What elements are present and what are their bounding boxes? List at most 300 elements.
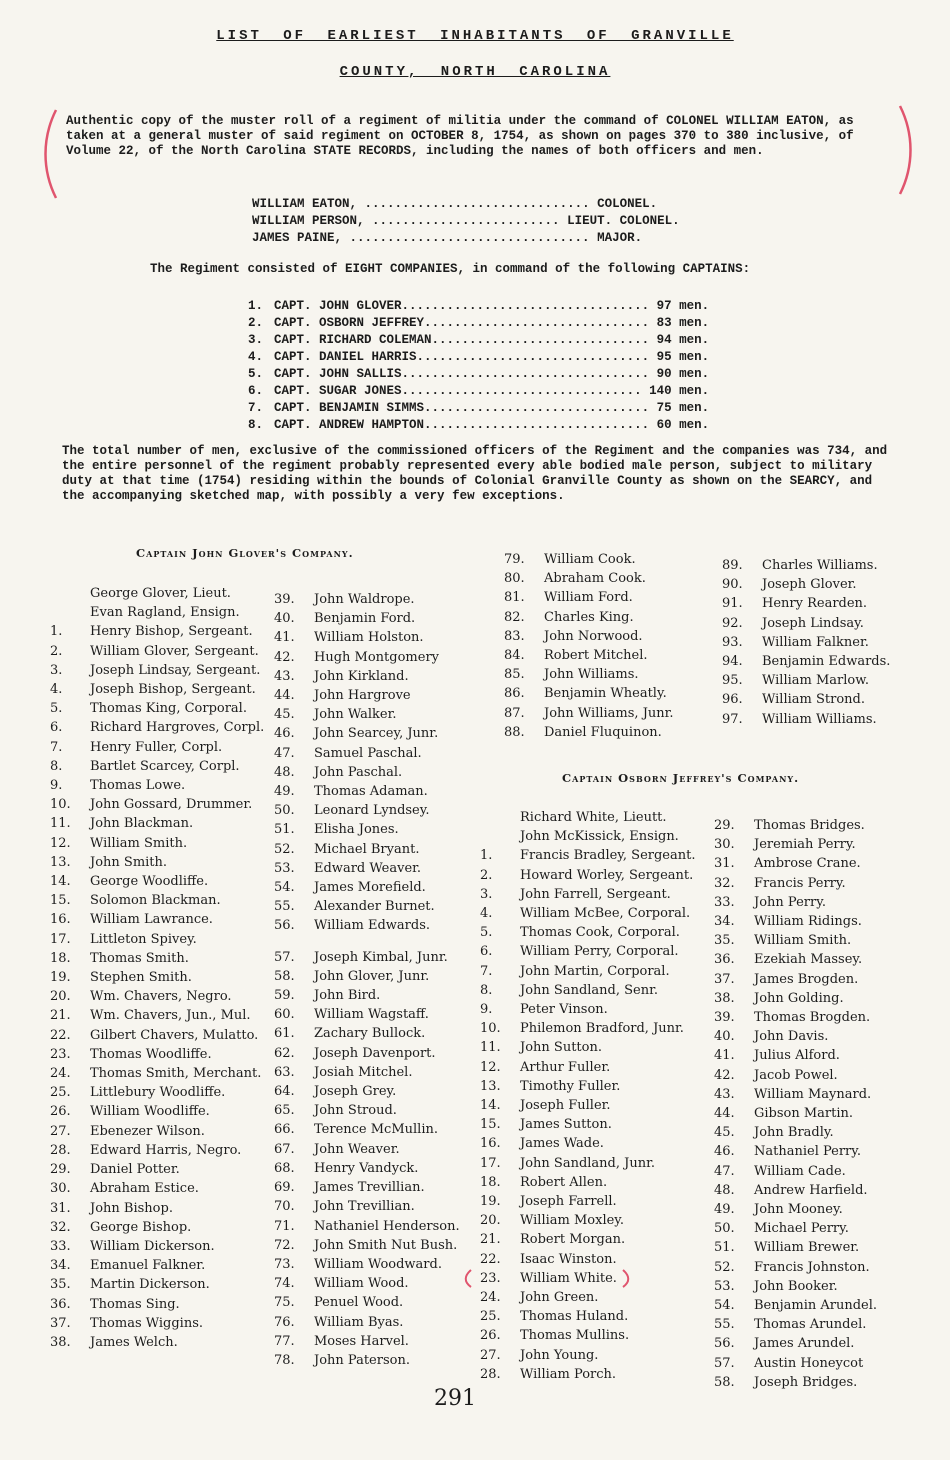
entry-number: 55. — [714, 1317, 735, 1333]
intro-paragraph: Authentic copy of the muster roll of a regiment of militia under the command of COLONEL WILLIAM EATON, as taken at a general muster of said regiment on OCTOBER 8, 1754, as shown on pages 370 to 380 inclusive, of Volume 22, of the North Carolina STATE RECORDS, including the names of both officers and men. — [66, 114, 854, 158]
roster-entry — [274, 986, 460, 1005]
entry-number: 74. — [274, 1276, 295, 1292]
roster-entry — [274, 967, 460, 986]
roster-entry — [714, 1142, 877, 1161]
roster-entry — [274, 1351, 460, 1370]
entry-number: 53. — [274, 860, 295, 876]
roster-entry — [274, 1024, 460, 1043]
entry-name: John Stroud. — [314, 1103, 397, 1119]
roster-entry — [504, 684, 674, 703]
entry-name: Benjamin Ford. — [314, 611, 416, 627]
company-officer: Richard White, Lieutt. — [520, 810, 667, 825]
entry-name: Julius Alford. — [754, 1048, 840, 1064]
roster-entry — [50, 1179, 264, 1198]
entry-number: 27. — [480, 1347, 501, 1363]
entry-number: 29. — [50, 1162, 71, 1178]
entry-name: John Mooney. — [754, 1202, 843, 1218]
roster-entry — [50, 699, 264, 718]
entry-name: Wm. Chavers, Jun., Mul. — [90, 1008, 251, 1024]
roster-entry — [480, 923, 695, 942]
entry-number: 55. — [274, 899, 295, 915]
entry-name: Zachary Bullock. — [314, 1026, 426, 1042]
roster-entry — [274, 590, 460, 609]
entry-name: Joseph Farrell. — [520, 1194, 617, 1210]
entry-number: 58. — [714, 1374, 735, 1390]
entry-number: 13. — [480, 1078, 501, 1094]
entry-number: 17. — [50, 931, 71, 947]
entry-number: 47. — [714, 1163, 735, 1179]
entry-number: 35. — [50, 1277, 71, 1293]
entry-name: William Marlow. — [762, 673, 869, 689]
entry-name: Ebenezer Wilson. — [90, 1123, 205, 1139]
roster-entry — [722, 594, 890, 613]
entry-number: 23. — [480, 1270, 501, 1286]
captain-men: 94 men. — [656, 333, 710, 347]
entry-number: 88. — [504, 724, 525, 740]
roster-entry — [50, 1237, 264, 1256]
entry-name: William Falkner. — [762, 634, 869, 650]
entry-number: 1. — [480, 848, 493, 864]
entry-name: Littlebury Woodliffe. — [90, 1085, 226, 1101]
entry-name: Philemon Bradford, Junr. — [520, 1021, 684, 1037]
roster-entry — [480, 1058, 695, 1077]
entry-number: 47. — [274, 745, 295, 761]
entry-number: 37. — [714, 971, 735, 987]
entry-name: Benjamin Wheatly. — [544, 686, 667, 702]
entry-number: 33. — [50, 1238, 71, 1254]
entry-name: Joseph Davenport. — [314, 1045, 436, 1061]
entry-number: 29. — [714, 818, 735, 833]
entry-number: 16. — [50, 912, 71, 928]
entry-number: 31. — [714, 856, 735, 872]
entry-name: Jeremiah Perry. — [754, 837, 856, 853]
entry-number: 21. — [50, 1008, 71, 1024]
entry-name: William Brewer. — [754, 1240, 860, 1256]
roster-entry — [274, 948, 460, 967]
glover-company-heading: Captain John Glover's Company. — [136, 546, 354, 560]
roster-entry — [480, 942, 695, 961]
entry-number: 40. — [714, 1029, 735, 1045]
entry-number: 17. — [480, 1155, 501, 1171]
entry-name: Gilbert Chavers, Mulatto. — [90, 1027, 259, 1043]
roster-entry — [480, 1288, 695, 1307]
entry-number: 28. — [480, 1366, 501, 1382]
entry-name: William Strond. — [762, 692, 865, 708]
roster-entry — [504, 588, 674, 607]
roster-entry — [274, 609, 460, 628]
roster-entry — [480, 1346, 695, 1365]
entry-name: William Byas. — [314, 1314, 404, 1330]
entry-number: 21. — [480, 1232, 501, 1248]
roster-entry — [714, 1219, 877, 1238]
roster-entry — [50, 1064, 264, 1083]
entry-name: Stephen Smith. — [90, 970, 192, 986]
leader-dots: ............................. — [431, 333, 657, 347]
entry-number: 52. — [274, 841, 295, 857]
roster-entry — [480, 1307, 695, 1326]
entry-number: 43. — [274, 668, 295, 684]
roster-entry — [274, 744, 460, 763]
captain-name: CAPT. DANIEL HARRIS — [274, 350, 417, 364]
entry-number: 78. — [274, 1352, 295, 1368]
roster-entry — [714, 893, 877, 912]
roster-entry — [274, 1082, 460, 1101]
entry-number: 38. — [50, 1334, 71, 1350]
roster-entry — [274, 648, 460, 667]
roster-entry — [274, 859, 460, 878]
entry-number: 24. — [480, 1290, 501, 1306]
entry-name: William Ridings. — [754, 914, 862, 930]
entry-name: Joseph Bishop, Sergeant. — [90, 682, 256, 698]
entry-number: 8. — [480, 982, 493, 998]
leader-dots: ............................... — [416, 350, 657, 364]
entry-number: 62. — [274, 1045, 295, 1061]
roster-entry — [714, 1200, 877, 1219]
entry-number: 70. — [274, 1199, 295, 1215]
entry-name: John Farrell, Sergeant. — [520, 886, 671, 902]
captain-name: CAPT. OSBORN JEFFREY — [274, 316, 425, 330]
roster-entry — [714, 1354, 877, 1373]
entry-name: Benjamin Edwards. — [762, 654, 891, 670]
entry-name: Joseph Kimbal, Junr. — [314, 949, 448, 965]
leader-dots: ......................... — [364, 214, 568, 228]
roster-entry — [50, 1160, 264, 1179]
entry-name: Robert Allen. — [520, 1174, 608, 1190]
entry-number: 53. — [714, 1278, 735, 1294]
entry-number: 40. — [274, 611, 295, 627]
entry-name: John Green. — [520, 1290, 599, 1306]
roster-entry — [714, 1258, 877, 1277]
entry-name: Arthur Fuller. — [520, 1059, 611, 1075]
entry-number: 28. — [50, 1142, 71, 1158]
entry-number: 30. — [50, 1181, 71, 1197]
roster-entry — [480, 1192, 695, 1211]
entry-name: William Woodliffe. — [90, 1104, 210, 1120]
roster-entry — [50, 622, 264, 641]
entry-number: 41. — [714, 1048, 735, 1064]
entry-name: William Smith. — [754, 933, 852, 949]
roster-entry — [480, 1134, 695, 1153]
roster-entry — [50, 1141, 264, 1160]
entry-number: 44. — [714, 1106, 735, 1122]
entry-number: 10. — [50, 797, 71, 813]
entry-name: Thomas Wiggins. — [90, 1315, 204, 1331]
entry-name: Joseph Lindsay. — [762, 615, 864, 631]
roster-entry — [480, 1173, 695, 1192]
entry-number: 15. — [480, 1117, 501, 1133]
roster-entry — [504, 665, 674, 684]
roster-entry — [274, 878, 460, 897]
entry-number: 80. — [504, 571, 525, 587]
entry-name: Joseph Fuller. — [520, 1098, 611, 1114]
roster-entry — [714, 1046, 877, 1065]
entry-number: 51. — [714, 1240, 735, 1256]
roster-entry — [480, 1019, 695, 1038]
entry-number: 9. — [480, 1002, 493, 1018]
entry-number: 50. — [274, 803, 295, 819]
entry-name: William Glover, Sergeant. — [90, 643, 259, 659]
entry-number: 26. — [480, 1328, 501, 1344]
entry-name: Charles King. — [544, 609, 634, 625]
entry-name: Moses Harvel. — [314, 1333, 409, 1349]
roster-entry — [274, 1255, 460, 1274]
officer-rank: MAJOR. — [597, 231, 643, 245]
entry-number: 94. — [722, 654, 743, 670]
captain-name: CAPT. SUGAR JONES — [274, 384, 402, 398]
jeffrey-column-1 — [480, 808, 695, 1384]
entry-name: William Moxley. — [520, 1213, 625, 1229]
roster-entry — [714, 1008, 877, 1027]
roster-entry — [714, 989, 877, 1008]
captain-men: 97 men. — [656, 299, 710, 313]
entry-number: 26. — [50, 1104, 71, 1120]
roster-entry — [714, 1066, 877, 1085]
roster-entry — [50, 930, 264, 949]
officer-name: WILLIAM PERSON, — [252, 214, 365, 228]
entry-name: Daniel Potter. — [90, 1162, 180, 1178]
roster-entry — [50, 757, 264, 776]
entry-number: 10. — [480, 1021, 501, 1037]
roster-entry — [50, 891, 264, 910]
entry-name: John Williams. — [544, 667, 639, 683]
roster-entry — [274, 763, 460, 782]
entry-number: 54. — [714, 1298, 735, 1314]
leader-dots: ................................ — [342, 231, 598, 245]
entry-number: 27. — [50, 1123, 71, 1139]
entry-name: Francis Perry. — [754, 875, 846, 891]
entry-number: 37. — [50, 1315, 71, 1331]
entry-number: 92. — [722, 615, 743, 631]
roster-entry — [480, 1326, 695, 1345]
entry-name: Joseph Lindsay, Sergeant. — [90, 662, 261, 678]
entry-number: 56. — [714, 1336, 735, 1352]
entry-number: 35. — [714, 933, 735, 949]
entry-name: Thomas Lowe. — [90, 778, 186, 794]
officer-row — [252, 230, 680, 247]
roster-entry — [50, 814, 264, 833]
entry-name: Henry Bishop, Sergeant. — [90, 624, 253, 640]
entry-number: 24. — [50, 1066, 71, 1082]
entry-name: Michael Perry. — [754, 1221, 849, 1237]
entry-number: 2. — [480, 867, 493, 883]
entry-number: 33. — [714, 894, 735, 910]
entry-number: 3. — [480, 886, 493, 902]
entry-name: Elisha Jones. — [314, 822, 399, 838]
roster-entry — [714, 1104, 877, 1123]
entry-name: John Perry. — [754, 894, 826, 910]
entry-name: Thomas Smith. — [90, 950, 189, 966]
roster-entry — [480, 1211, 695, 1230]
entry-name: Henry Fuller, Corpl. — [90, 739, 223, 755]
roster-entry — [50, 795, 264, 814]
entry-number: 14. — [50, 874, 71, 890]
entry-number: 45. — [274, 707, 295, 723]
entry-number: 41. — [274, 630, 295, 646]
leader-dots: .............................. — [357, 197, 598, 211]
entry-name: John Bird. — [314, 988, 381, 1004]
entry-number: 89. — [722, 558, 743, 573]
entry-number: 57. — [274, 949, 295, 965]
entry-number: 58. — [274, 968, 295, 984]
entry-name: John Davis. — [754, 1029, 829, 1045]
roster-entry — [274, 1178, 460, 1197]
roster-entry — [480, 846, 695, 865]
roster-entry — [274, 1197, 460, 1216]
entry-number: 56. — [274, 918, 295, 934]
captain-row — [248, 366, 709, 383]
entry-name: William Cook. — [544, 552, 636, 567]
entry-name: Francis Bradley, Sergeant. — [520, 848, 696, 864]
officer-rank: LIEUT. COLONEL. — [567, 214, 680, 228]
entry-name: William McBee, Corporal. — [520, 906, 691, 922]
entry-name: Austin Honeycot — [754, 1355, 864, 1371]
entry-name: Timothy Fuller. — [520, 1078, 621, 1094]
entry-number: 6. — [480, 944, 493, 960]
entry-name: James Sutton. — [520, 1117, 612, 1133]
entry-name: Joseph Glover. — [762, 577, 857, 593]
page-number: 291 — [434, 1386, 476, 1411]
entry-name: William Maynard. — [754, 1086, 872, 1102]
entry-name: Alexander Burnet. — [314, 899, 435, 915]
roster-entry — [504, 550, 674, 569]
entry-number: 12. — [480, 1059, 501, 1075]
entry-name: Abraham Cook. — [544, 571, 646, 587]
entry-name: Thomas Mullins. — [520, 1328, 630, 1344]
entry-name: Henry Rearden. — [762, 596, 868, 612]
entry-name: Abraham Estice. — [90, 1181, 199, 1197]
entry-name: John Booker. — [754, 1278, 838, 1294]
entry-name: James Wade. — [520, 1136, 604, 1152]
roster-entry — [50, 1102, 264, 1121]
entry-name: Peter Vinson. — [520, 1002, 608, 1018]
roster-entry — [714, 1277, 877, 1296]
roster-entry — [50, 1256, 264, 1275]
roster-entry — [50, 968, 264, 987]
entry-name: John Walker. — [314, 707, 397, 723]
entry-name: Emanuel Falkner. — [90, 1258, 206, 1274]
entry-number: 45. — [714, 1125, 735, 1141]
entry-number: 81. — [504, 590, 525, 606]
captain-number: 6. — [248, 384, 264, 398]
captain-row — [248, 298, 709, 315]
entry-name: Thomas Woodliffe. — [90, 1046, 212, 1062]
entry-name: Terence McMullin. — [314, 1122, 438, 1138]
entry-number: 48. — [274, 764, 295, 780]
roster-entry — [714, 970, 877, 989]
roster-entry — [714, 1085, 877, 1104]
entry-name: John Waldrope. — [314, 592, 415, 607]
glover-column-3 — [504, 550, 674, 742]
roster-entry — [714, 835, 877, 854]
entry-number: 91. — [722, 596, 743, 612]
roster-entry — [50, 1295, 264, 1314]
entry-name: John Smith. — [90, 854, 168, 870]
glover-column-2 — [274, 590, 460, 1370]
entry-name: John Golding. — [754, 990, 844, 1006]
roster-entry — [274, 1217, 460, 1236]
captain-men: 90 men. — [656, 367, 710, 381]
entry-number: 5. — [480, 925, 493, 941]
entry-name: John Williams, Junr. — [544, 705, 674, 721]
entry-number: 54. — [274, 880, 295, 896]
roster-entry — [714, 1315, 877, 1334]
entry-number: 90. — [722, 577, 743, 593]
roster-entry — [50, 949, 264, 968]
entry-number: 19. — [480, 1194, 501, 1210]
entry-name: William Dickerson. — [90, 1238, 215, 1254]
entry-name: Thomas Sing. — [90, 1296, 180, 1312]
entry-name: Joseph Grey. — [314, 1084, 397, 1100]
entry-number: 7. — [50, 739, 63, 755]
entry-name: Samuel Paschal. — [314, 745, 422, 761]
roster-entry — [274, 1063, 460, 1082]
right-bracket-mark — [896, 104, 916, 196]
roster-entry — [50, 738, 264, 757]
entry-name: Leonard Lyndsey. — [314, 803, 430, 819]
entry-name: Thomas Smith, Merchant. — [90, 1066, 262, 1082]
company-officer: Evan Ragland, Ensign. — [90, 605, 240, 621]
roster-entry — [274, 1159, 460, 1178]
entry-name: John Glover, Junr. — [314, 968, 430, 984]
captain-number: 1. — [248, 299, 264, 313]
entry-number: 93. — [722, 634, 743, 650]
entry-number: 34. — [714, 914, 735, 930]
entry-number: 4. — [50, 682, 63, 698]
roster-entry — [274, 1140, 460, 1159]
entry-name: Martin Dickerson. — [90, 1277, 210, 1293]
captain-number: 2. — [248, 316, 264, 330]
entry-name: Thomas Brogden. — [754, 1010, 871, 1026]
roster-entry — [714, 950, 877, 969]
entry-name: William Woodward. — [314, 1256, 442, 1272]
glover-column-4 — [722, 556, 890, 729]
entry-number: 83. — [504, 628, 525, 644]
roster-entry — [50, 776, 264, 795]
entry-name: George Woodliffe. — [90, 874, 209, 890]
roster-entry — [714, 874, 877, 893]
entry-name: Benjamin Arundel. — [754, 1298, 878, 1314]
entry-number: 52. — [714, 1259, 735, 1275]
captain-number: 3. — [248, 333, 264, 347]
entry-number: 68. — [274, 1160, 295, 1176]
roster-entry — [504, 704, 674, 723]
roster-entry — [480, 1115, 695, 1134]
captain-men: 140 men. — [649, 384, 710, 398]
roster-entry — [50, 1314, 264, 1333]
leader-dots: ................................. — [401, 367, 657, 381]
roster-entry — [274, 628, 460, 647]
captain-row — [248, 417, 709, 434]
roster-entry — [714, 854, 877, 873]
entry-name: John Sandland, Junr. — [520, 1155, 656, 1171]
officer-row — [252, 196, 680, 213]
entry-name: John Trevillian. — [314, 1199, 415, 1215]
entry-name: William White. — [520, 1270, 617, 1286]
roster-entry — [50, 1122, 264, 1141]
entry-number: 25. — [480, 1309, 501, 1325]
entry-name: Ezekiah Massey. — [754, 952, 863, 968]
entry-name: William Cade. — [754, 1163, 846, 1179]
entry-name: Henry Vandyck. — [314, 1160, 419, 1176]
roster-entry — [714, 912, 877, 931]
roster-entry — [480, 1154, 695, 1173]
entry-number: 31. — [50, 1200, 71, 1216]
entry-number: 49. — [714, 1202, 735, 1218]
entry-number: 22. — [50, 1027, 71, 1043]
entry-name: John Paterson. — [314, 1352, 410, 1368]
roster-entry — [50, 1006, 264, 1025]
entry-name: Penuel Wood. — [314, 1295, 404, 1311]
